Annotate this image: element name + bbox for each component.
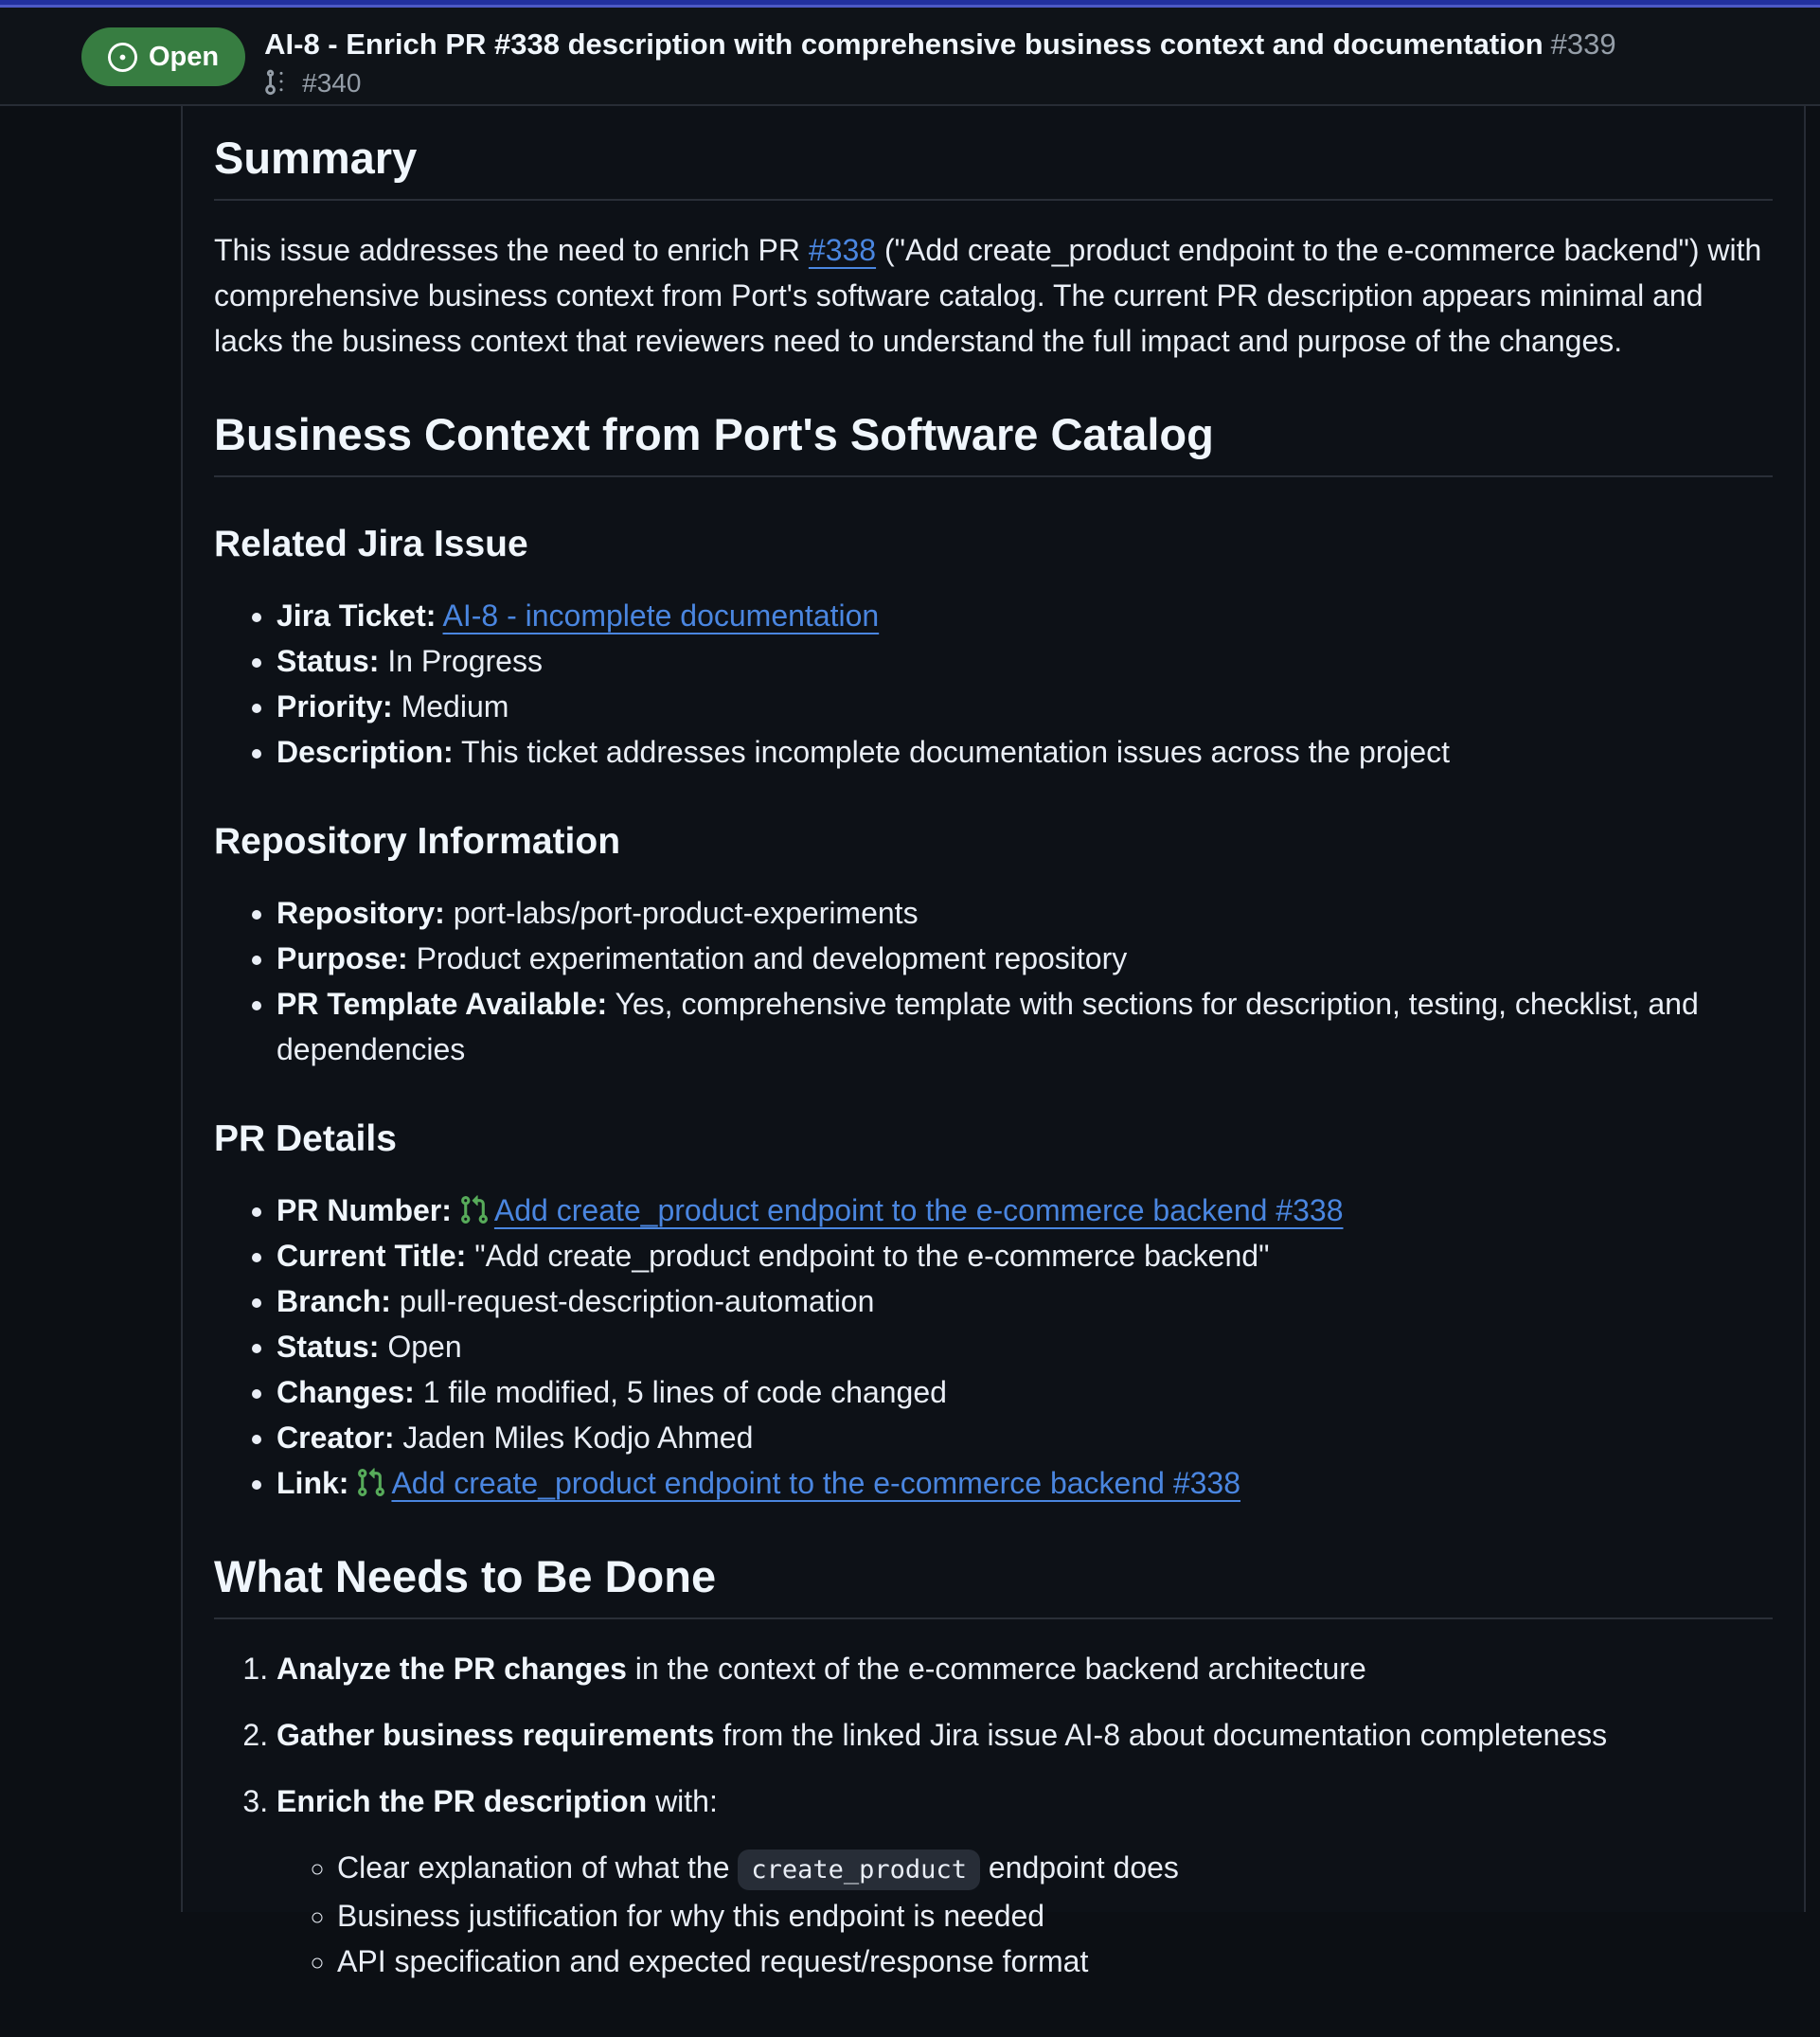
- top-accent-bar: [0, 0, 1820, 8]
- list-item-branch: • Branch: pull-request-description-automation: [277, 1278, 1773, 1324]
- pr-338-inline-link[interactable]: #338: [808, 233, 877, 267]
- list-item-repository: • Repository: port-labs/port-product-experiments: [277, 890, 1773, 936]
- todo-list: [214, 1646, 1773, 1984]
- pr-details-heading: PR Details: [214, 1118, 397, 1159]
- list-item-pr-template: • PR Template Available: Yes, comprehensive template with sections for description, testing, checklist, and dependencies: [277, 981, 1773, 1072]
- create-product-code: create_product: [738, 1849, 980, 1890]
- list-item-pr-number: • PR Number: Add create_product endpoint to the e-commerce backend #338: [277, 1188, 1773, 1233]
- issue-title-block: [264, 26, 1615, 99]
- issue-number: #339: [1550, 27, 1616, 61]
- todo-item-enrich: 3. Enrich the PR description with: ◦ Clear explanation of what the create_product endpoint does ◦ Business justification for why this endpoint is needed ◦ API specification and expected request/response format: [277, 1778, 1773, 1984]
- issue-status-badge: [81, 27, 245, 86]
- list-item-pr-link: • Link: Add create_product endpoint to the e-commerce backend #338: [277, 1460, 1773, 1506]
- todo-item-gather: 2. Gather business requirements from the linked Jira issue AI-8 about documentation completeness: [277, 1712, 1773, 1758]
- issue-body-markdown: [183, 106, 1804, 2037]
- jira-list: [214, 593, 1773, 775]
- sub-item-api-specification: ◦ API specification and expected request/response format: [337, 1939, 1773, 1984]
- pr-details-list: [214, 1188, 1773, 1506]
- list-item-status: • Status: In Progress: [277, 638, 1773, 684]
- enrich-sub-list: [277, 1845, 1773, 1984]
- business-context-heading: Business Context from Port's Software Catalog: [214, 409, 1773, 477]
- pr-number-link[interactable]: Add create_product endpoint to the e-commerce backend #338: [493, 1193, 1344, 1227]
- summary-text-after: ("Add create_product endpoint to the e-commerce backend") with comprehensive business context from Port's software catalog. The current PR description appears minimal and lacks the business context that reviewers need to understand the full impact and purpose of the changes.: [214, 233, 1762, 358]
- sub-issue-icon: [264, 69, 293, 98]
- issue-status-label: Open: [149, 41, 220, 72]
- summary-heading: Summary: [214, 133, 1773, 201]
- repository-info-heading: Repository Information: [214, 821, 621, 862]
- git-pull-request-icon: [355, 1467, 386, 1498]
- left-gutter: [0, 106, 183, 1912]
- what-needs-heading: What Needs to Be Done: [214, 1551, 1773, 1619]
- list-item-purpose: • Purpose: Product experimentation and development repository: [277, 936, 1773, 981]
- todo-item-analyze: 1. Analyze the PR changes in the context of the e-commerce backend architecture: [277, 1646, 1773, 1691]
- issue-body-panel: [183, 106, 1806, 1978]
- summary-text-before: This issue addresses the need to enrich PR: [214, 233, 809, 267]
- issue-title: AI-8 - Enrich PR #338 description with comprehensive business context and documentation: [264, 27, 1543, 61]
- tracked-issue-ref[interactable]: #340: [302, 68, 362, 98]
- list-item-priority: • Priority: Medium: [277, 684, 1773, 729]
- list-item-current-title: • Current Title: "Add create_product endpoint to the e-commerce backend": [277, 1233, 1773, 1278]
- git-pull-request-icon: [458, 1194, 490, 1225]
- list-item-changes: • Changes: 1 file modified, 5 lines of code changed: [277, 1369, 1773, 1415]
- issue-header: [0, 8, 1820, 106]
- list-item-pr-status: • Status: Open: [277, 1324, 1773, 1369]
- right-gutter: [1806, 106, 1820, 1912]
- summary-paragraph: [214, 227, 1773, 364]
- list-item-jira-ticket: • Jira Ticket: AI-8 - incomplete documentation: [277, 593, 1773, 638]
- issue-opened-icon: [108, 43, 137, 72]
- list-item-description: • Description: This ticket addresses incomplete documentation issues across the project: [277, 729, 1773, 775]
- repository-list: [214, 890, 1773, 1072]
- sub-item-clear-explanation: ◦ Clear explanation of what the create_product endpoint does: [337, 1845, 1773, 1893]
- sub-item-business-justification: ◦ Business justification for why this endpoint is needed: [337, 1893, 1773, 1939]
- jira-ticket-link[interactable]: AI-8 - incomplete documentation: [442, 599, 880, 633]
- list-item-creator: • Creator: Jaden Miles Kodjo Ahmed: [277, 1415, 1773, 1460]
- related-jira-heading: Related Jira Issue: [214, 524, 528, 564]
- pr-link[interactable]: Add create_product endpoint to the e-commerce backend #338: [391, 1466, 1241, 1500]
